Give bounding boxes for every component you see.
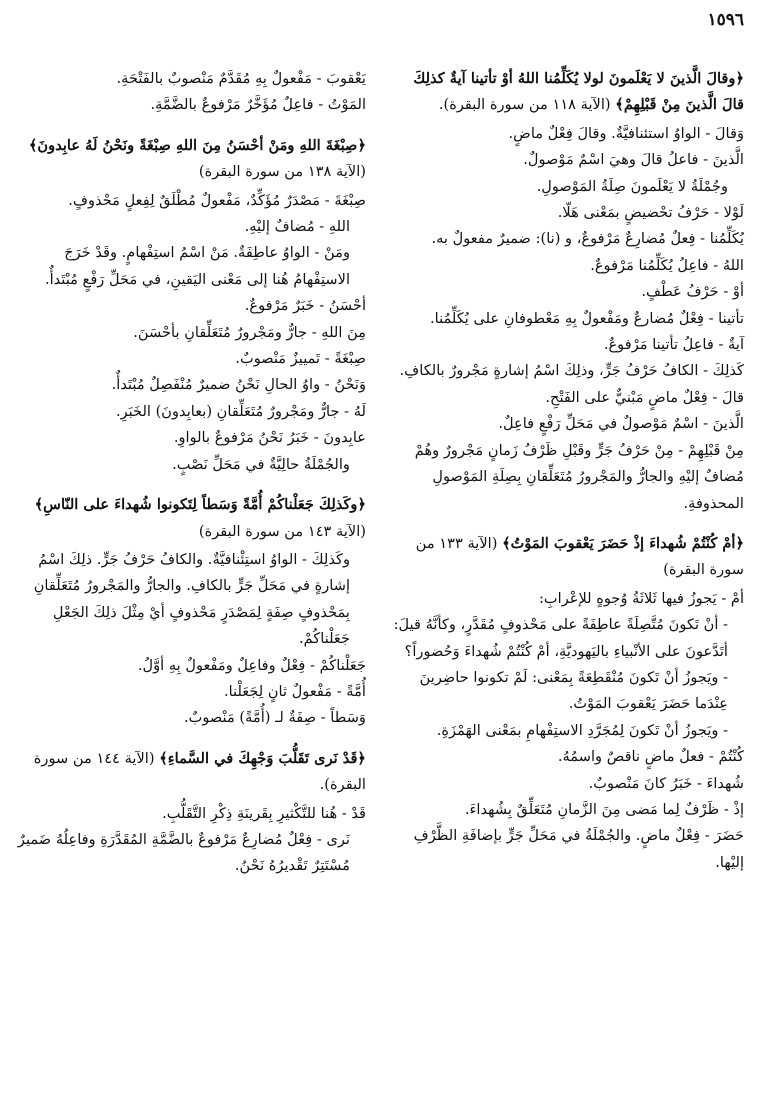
parse-entry: تأتينا - فِعْلٌ مُضارعٌ ومَفْعولٌ بِهِ مَعْطوفانِ على يُكَلِّمُنا. (429, 309, 744, 327)
parse-entry: أُمَّةً - مَفْعولٌ ثانٍ لِجَعَلْنا. (223, 682, 366, 700)
parse-entry: - ويَجوزُ أنْ تَكونَ مُنْقَطِعَةً بِمَعْنى: لَمْ تكونوا حاضِرينَ عِنْدَما حَضَرَ يَعْقوبَ المَوْتُ. (419, 668, 728, 713)
grammar-section (14, 66, 366, 119)
section-gap (14, 478, 366, 492)
parse-entry: أمْ - يَجوزُ فيها ثَلاثَةُ وُجوهٍ للإعْرابِ: (538, 589, 744, 607)
grammar-section (14, 746, 366, 880)
parse-entry: أحْسَنُ - خَبَرٌ مَرْفوعٌ. (244, 297, 366, 315)
parse-entry: لَوْلا - حَرْفُ تحْضيضٍ بمَعْنى هَلّا. (557, 204, 744, 222)
parse-entry: آيةٌ - فاعِلُ تأتينا مَرْفوعٌ. (603, 336, 744, 354)
parse-entry: وكَذلِكَ - الواوُ استِئْنافيَّةٌ. والكافُ حَرْفُ جَرٍّ. ذلِكَ اسْمُ إشارةٍ في مَحَلِّ جَرٍّ بالكافِ. والجارُّ والمَجْرورُ مُتَعَلِّقانِ بِمَحْذوفٍ صِفَةٍ لِمَصْدَرٍ مَحْذوفٍ أيْ مِثْلَ ذلِكَ الجَعْلِ جَعَلْناكُمْ. (33, 550, 350, 648)
parse-entry: لَهُ - جارٌّ ومَجْرورٌ مُتَعَلِّقانِ (بعابِدونَ) الخَبَرِ. (115, 402, 366, 420)
parse-entry: يَعْقوبَ - مَفْعولٌ بِهِ مُقَدَّمٌ مَنْصوبٌ بالفَتْحَةِ. (116, 70, 366, 87)
parse-entry: قَدْ - هُنا للتَّكْثيرِ بِقَرينَةِ ذِكْرِ التَّقَلُّبِ. (162, 804, 366, 822)
parse-entry: حَضَرَ - فِعْلٌ ماضٍ. والجُمْلَةُ في مَحَلِّ جَرٍّ بإضافَةِ الظَّرْفِ إليْها. (413, 827, 744, 871)
parse-entry: ومَنْ - الواوُ عاطِفَةٌ. مَنْ اسْمُ استِفْهامٍ. وقَدْ خَرَجَ الاستِفْهامُ هُنا إلى مَعْنى اليَقينِ، في مَحَلِّ رَفْعٍ مُبْتَدأٌ. (44, 244, 350, 288)
parse-entry: - ويَجوزُ أنْ تَكونَ لِمُجَرَّدِ الاستِفْهامِ بمَعْنى الهَمْزَةِ. (436, 721, 728, 739)
parse-entry: مِنَ اللهِ - جارٌّ ومَجْرورٌ مُتَعَلِّقانِ بأحْسَنَ. (133, 323, 366, 341)
section-gap (14, 732, 366, 746)
parse-entry: وجُمْلَةُ لا يَعْلَمونَ صِلَةُ المَوْصولِ. (536, 177, 728, 195)
parse-entry: قالَ - فِعْلٌ ماضٍ مَبْنيٌّ على الفَتْحِ. (545, 388, 744, 406)
verse-reference: (الآية ١٤٤ من سورة البقرة). (33, 749, 366, 794)
parse-entry: اللهِ - مُضافٌ إليْهِ. (244, 218, 350, 236)
verse-text: ﴿قَدْ نَرى تَقَلُّبَ وَجْهِكَ في السَّماءِ﴾ (159, 749, 366, 767)
parse-entry: المَوْتُ - فاعِلٌ مُؤَخَّرٌ مَرْفوعٌ بالضَّمَّةِ. (150, 96, 366, 114)
page-number: ١٥٩٦ (707, 10, 744, 30)
section-gap (388, 517, 744, 531)
parse-entry: جَعَلْناكُمْ - فِعْلٌ وفاعِلٌ ومَفْعولٌ بِهِ أوَّلُ. (137, 656, 366, 674)
grammar-section (14, 492, 366, 732)
parse-entry: - أنْ تَكونَ مُتَّصِلَةً عاطِفَةً على مَحْذوفٍ مُقَدَّرٍ، وكأنَّهُ قيلَ: أتَدَّعونَ على الأنْبياءِ باليَهوديَّةِ، أمْ كُنْتُمْ شُهداءَ وَحُضوراً؟ (393, 616, 728, 660)
verse-reference: (الآية ١٤٣ من سورة البقرة) (198, 522, 366, 540)
verse-text: ﴿وقالَ الَّذينَ لا يَعْلَمونَ لولا يُكَلِّمُنا اللهُ أوْ تأتينا آيةٌ كذلِكَ قالَ الَّذينَ مِنْ قَبْلِهِمْ﴾ (413, 70, 744, 114)
verse-text: ﴿وكَذلِكَ جَعَلْناكُمْ أُمَّةً وَسَطاً لِتَكونوا شُهداءَ على النّاسِ﴾ (34, 496, 366, 514)
verse-heading (14, 492, 366, 545)
verse-heading (388, 66, 744, 119)
section-gap (14, 119, 366, 133)
left-column (14, 66, 366, 880)
parse-entry: إذْ - ظَرْفٌ لِما مَضى مِنَ الزَّمانِ مُتَعَلِّقٌ بِشُهداءَ. (464, 800, 744, 818)
parse-entry: كُنْتُمْ - فعلٌ ماضٍ ناقصٌ واسمُهُ. (557, 748, 744, 766)
parse-entry: الَّذينَ - اسْمٌ مَوْصولٌ في مَحَلِّ رَفْعٍ فاعِلٌ. (498, 415, 744, 433)
parse-entry: مِنْ قَبْلِهِمْ - مِنْ حَرْفُ جَرٍّ وقَبْلِ ظَرْفُ زَمانٍ مَجْرورٌ وهُمْ مُضافٌ إليْهِ والجارُّ والمَجْرورُ مُتَعَلِّقانِ بِصِلَةِ المَوْصولِ المحذوفةِ. (414, 441, 744, 512)
verse-heading (388, 531, 744, 584)
parse-entry: كَذلِكَ - الكافُ حَرْفُ جَرٍّ، وذلِكَ اسْمُ إشارةٍ مَجْرورٌ بالكافِ. (399, 362, 744, 380)
parse-entry: وَنَحْنُ - واوُ الحالِ نَحْنُ ضميرٌ مُنْفَصِلٌ مُبْتَدأٌ. (111, 376, 366, 394)
parse-entry: وَسَطاً - صِفَةٌ لـ (أُمَّةً) مَنْصوبٌ. (183, 709, 366, 727)
parse-entry: صِبْغَةَ - مَصْدَرٌ مُؤَكِّدٌ، مَفْعولٌ مُطْلَقٌ لِفِعلٍ مَحْذوفٍ. (68, 191, 366, 209)
verse-heading (14, 133, 366, 186)
parse-entry: أوْ - حَرْفُ عَطْفٍ. (641, 283, 744, 301)
verse-heading (14, 746, 366, 799)
parse-entry: عابِدونَ - خَبَرُ نَحْنُ مَرْفوعٌ بالواوِ. (173, 429, 366, 447)
verse-reference: (الآية ١١٨ من سورة البقرة). (438, 96, 611, 114)
parse-entry: شُهداءَ - خَبَرُ كانَ مَنْصوبٌ. (588, 774, 744, 792)
parse-entry: صِبْغَةً - تَمييزٌ مَنْصوبٌ. (235, 350, 366, 368)
verse-text: ﴿صِبْغَةَ اللهِ ومَنْ أحْسَنُ مِنَ اللهِ صِبْغَةً ونَحْنُ لَهُ عابِدونَ﴾ (28, 136, 366, 154)
verse-reference: (الآية ١٣٨ من سورة البقرة) (198, 163, 366, 181)
grammar-section (14, 133, 366, 478)
verse-text: ﴿أمْ كُنْتُمْ شُهداءَ إذْ حَضَرَ يَعْقوبَ المَوْتُ﴾ (502, 534, 744, 552)
verse-reference: (الآية ١٣٣ من سورة البقرة) (415, 534, 744, 579)
parse-entry: والجُمْلَةُ حالِيَّةٌ في مَحَلِّ نَصْبٍ. (172, 455, 350, 473)
right-column (388, 66, 744, 876)
grammar-section (388, 66, 744, 517)
parse-entry: وَقالَ - الواوُ استئنافيَّةٌ. وقالَ فِعْلٌ ماضٍ. (508, 124, 744, 142)
parse-entry: نَرى - فِعْلٌ مُضارِعٌ مَرْفوعٌ بالضَّمَّةِ المُقَدَّرَةِ وفاعِلُهُ ضَميرٌ مُسْتَتِرٌ تَقْديرُهُ نَحْنُ. (17, 830, 350, 875)
parse-entry: اللهُ - فاعِلُ يُكَلِّمُنا مَرْفوعٌ. (590, 256, 744, 274)
parse-entry: الَّذينَ - فاعلُ قالَ وهيَ اسْمٌ مَوْصولٌ. (523, 151, 744, 169)
parse-entry: يُكَلِّمُنا - فِعلٌ مُضارِعٌ مَرْفوعٌ، و (نا): ضميرٌ مفعولٌ به. (431, 230, 744, 248)
grammar-section (388, 531, 744, 876)
